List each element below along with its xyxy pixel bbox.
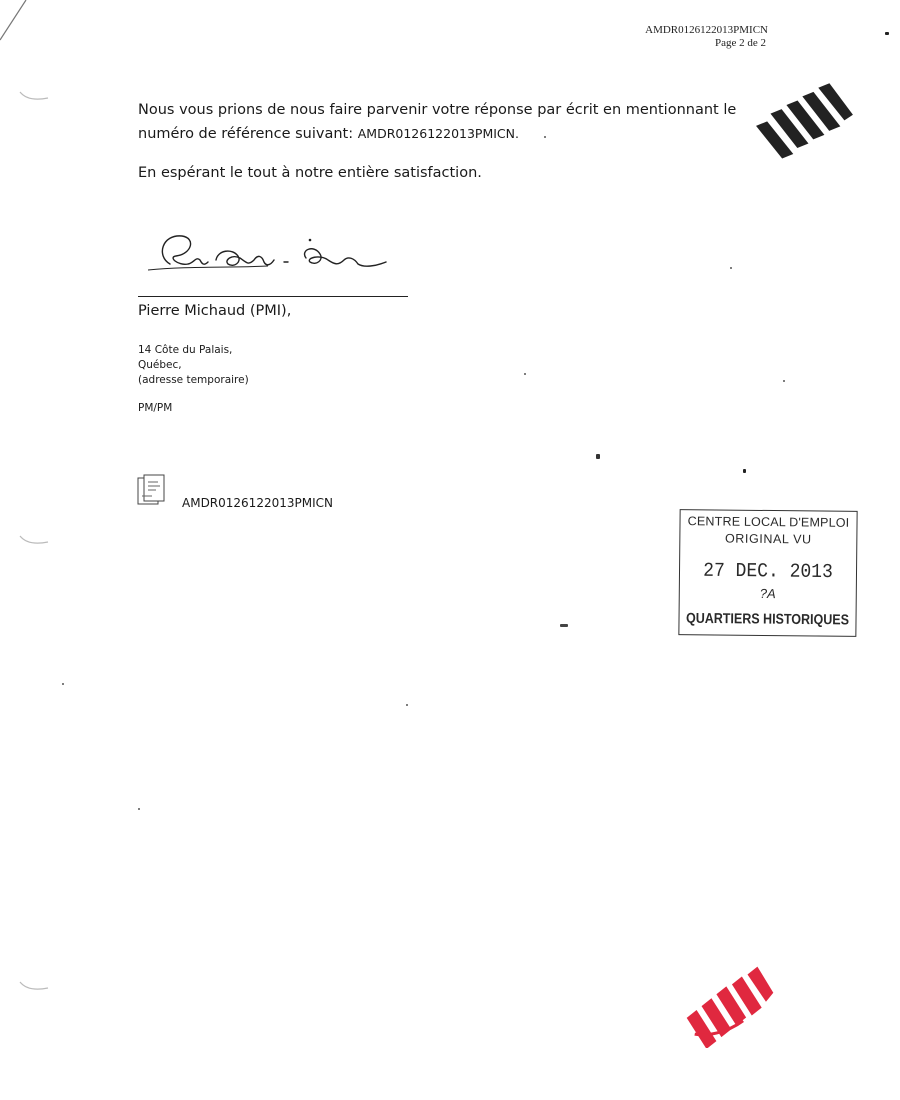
stamp-initials: ?A	[759, 585, 776, 602]
signature-line	[138, 296, 408, 297]
reference-number: AMDR0126122013PMICN.	[357, 126, 519, 141]
reference-initials: PM/PM	[138, 402, 173, 414]
stamp-date: 27 DEC. 2013	[703, 560, 833, 584]
stamp-district: QUARTIERS HISTORIQUES	[685, 610, 850, 628]
speck	[743, 469, 746, 473]
attachment-label: AMDR0126122013PMICN	[182, 496, 333, 510]
binder-hole-top	[18, 88, 52, 104]
speck	[596, 454, 600, 459]
black-stripe-mark	[748, 78, 858, 166]
speck	[560, 624, 568, 627]
speck	[783, 380, 785, 382]
speck	[885, 32, 889, 35]
speck	[138, 808, 140, 810]
red-stripe-mark	[678, 966, 796, 1048]
document-attachment-icon	[136, 474, 168, 508]
signatory-address	[138, 343, 249, 388]
stamp-status: ORIGINAL VU	[724, 531, 812, 547]
binder-hole-middle	[18, 532, 52, 548]
stamp-office: CENTRE LOCAL D'EMPLOI	[687, 514, 850, 530]
speck	[406, 704, 408, 706]
binder-hole-bottom	[18, 978, 52, 994]
closing-paragraph: En espérant le tout à notre entière satisfaction.	[138, 165, 482, 181]
signatory-name: Pierre Michaud (PMI),	[138, 303, 292, 319]
page-corner-fold	[0, 0, 40, 50]
received-stamp	[678, 509, 857, 637]
page-number: Page 2 de 2	[714, 37, 766, 49]
address-line: (adresse temporaire)	[138, 374, 249, 386]
address-line: 14 Côte du Palais,	[138, 344, 233, 356]
speck	[524, 373, 526, 375]
page-header	[645, 24, 768, 50]
request-paragraph	[138, 99, 738, 146]
handwritten-signature	[148, 226, 398, 286]
speck	[544, 136, 546, 138]
header-reference: AMDR0126122013PMICN	[645, 24, 768, 36]
speck	[62, 683, 64, 685]
speck	[730, 267, 732, 269]
address-line: Québec,	[138, 359, 182, 371]
request-text: Nous vous prions de nous faire parvenir votre réponse par écrit en mentionnant le numéro de référence suivant:	[138, 102, 737, 142]
